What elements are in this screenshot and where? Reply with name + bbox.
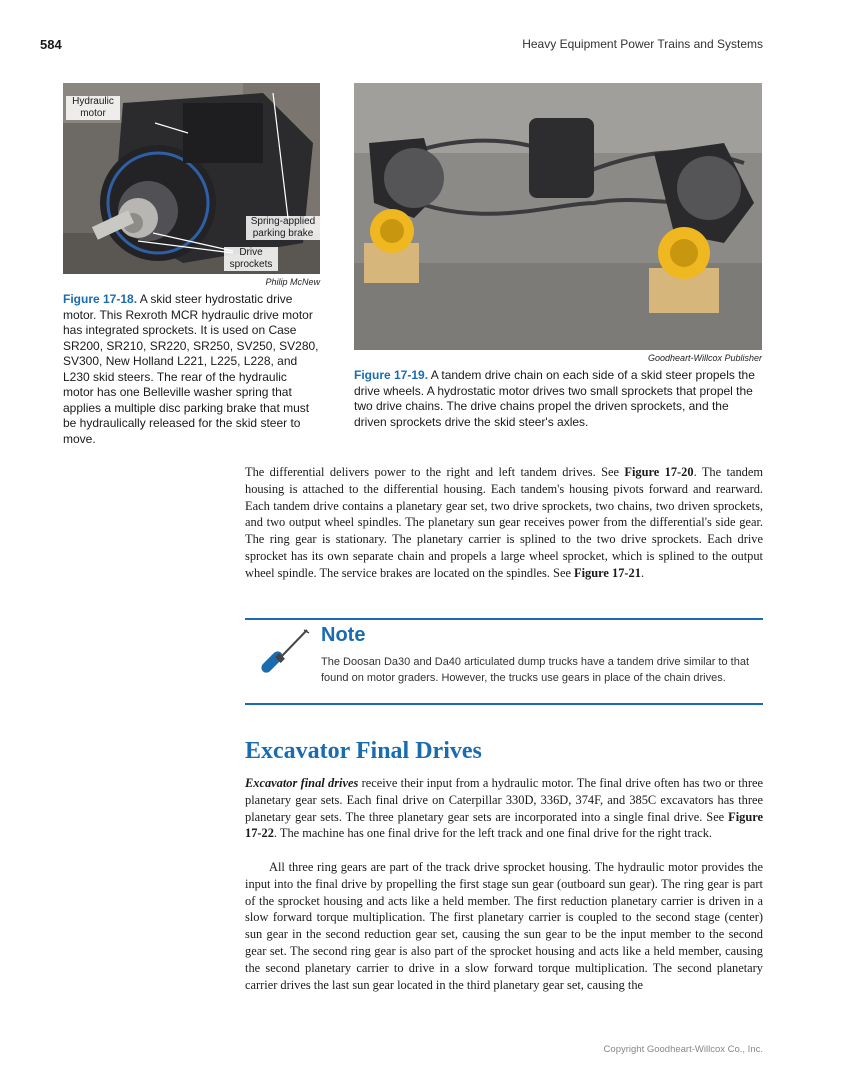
section-title: Excavator Final Drives: [245, 738, 482, 764]
screwdriver-icon: [255, 627, 311, 683]
key-term: Excavator final drives: [245, 776, 359, 790]
page-number: 584: [40, 37, 62, 52]
paragraph: [245, 775, 763, 842]
paragraph-text: . The machine has one final drive for the left track and one final drive for the right track.: [273, 826, 713, 841]
paragraph-text: receive their input from a hydraulic motor. The final drive often has two or three planetary gear sets. Each final drive on Caterpillar 330D, 336D, 374F, and 385C excavators has three planetary gear sets. The three planetary gear sets are incorporated into a single final drive. See: [245, 776, 763, 824]
callout-drive-sprockets: Drive sprockets: [224, 247, 278, 271]
callout-hydraulic-motor: Hydraulic motor: [66, 96, 120, 120]
note-text: The Doosan Da30 and Da40 articulated dump trucks have a tandem drive similar to that found on motor graders. However, the trucks use gears in place of the chain drives.: [321, 656, 750, 684]
tandem-drive-chain-illustration: [354, 83, 762, 350]
paragraph-text: The differential delivers power to the right and left tandem drives. See: [245, 465, 625, 479]
figure-17-18-credit: Philip McNew: [265, 277, 320, 287]
running-header: Heavy Equipment Power Trains and Systems: [522, 37, 763, 51]
paragraph: All three ring gears are part of the track drive sprocket housing. The hydraulic motor provides the input into the final drive by propelling the first stage sun gear (outboard sun gear). The ring gear is part of the sprocket housing and acts like a held member. The first reduction planetary carrier is driven in a slow forward torque multiplication. The first planetary carrier is coupled to the second stage (center) sun gear in the second reduction gear set, causing the sun gear to be the input member to the second gear set. The second ring gear is also part of the sprocket housing and acts like a held member, causing the second planetary carrier to drive in a slow forward torque multiplication. The second planetary carrier drives the last sun gear located in the third planetary gear set, causing the: [245, 860, 763, 992]
figure-17-19-credit: Goodheart-Willcox Publisher: [648, 353, 762, 363]
paragraph-tandem-drives: [245, 464, 763, 582]
note-title: Note: [321, 624, 366, 646]
figure-17-18-label: Figure 17-18.: [63, 292, 138, 306]
figure-17-18-caption: [63, 292, 320, 447]
figure-17-19-caption: [354, 368, 762, 430]
figure-reference: Figure 17-21: [574, 565, 641, 580]
note-top-rule: [245, 618, 763, 620]
paragraph-ring-gears: [245, 859, 763, 993]
paragraph-excavator-final-drives: [245, 775, 763, 842]
paragraph-text: .: [640, 565, 645, 580]
figure-17-19-caption-text: A tandem drive chain on each side of a skid steer propels the drive wheels. A hydrostatic motor drives two small sprockets that propel the two drive chains. The drive chains propel the driven sprockets, and the driven sprockets drive the skid steer's axles.: [354, 368, 755, 429]
paragraph-text: . The tandem housing is attached to the differential housing. Each tandem's housing pivots forward and rearward. Each tandem drive contains a planetary gear set, two drive sprockets, two chains, two driven sprockets, and two output wheel spindles. The planetary sun gear receives power from the differential's side gear. The ring gear is stationary. The planetary carrier is splined to the two drive sprockets. Each drive sprocket has its own separate chain and propels a large wheel sprocket, which is splined to the output wheel spindle. The service brakes are located on the spindles. See: [245, 465, 763, 580]
figure-reference: Figure 17-22: [245, 809, 763, 841]
copyright-footer: Copyright Goodheart-Willcox Co., Inc.: [603, 1044, 763, 1055]
figure-17-19-photo: [354, 83, 762, 350]
paragraph: [245, 464, 763, 582]
figure-reference: Figure 17-20: [624, 465, 694, 479]
callout-parking-brake: Spring-applied parking brake: [246, 216, 320, 240]
figure-17-19-label: Figure 17-19.: [354, 368, 429, 382]
figure-17-18-caption-text: A skid steer hydrostatic drive motor. This Rexroth MCR hydraulic drive motor has integrated sprockets. It is used on Case SR200, SR210, SR220, SR250, SV250, SV280, SV300, New Holland L221, L225, L228, and L230 skid steers. The rear of the hydraulic motor has one Belleville washer spring that applies a multiple disc parking brake that must be hydraulically released for the skid steer to move.: [63, 292, 319, 446]
note-bottom-rule: [245, 703, 763, 705]
